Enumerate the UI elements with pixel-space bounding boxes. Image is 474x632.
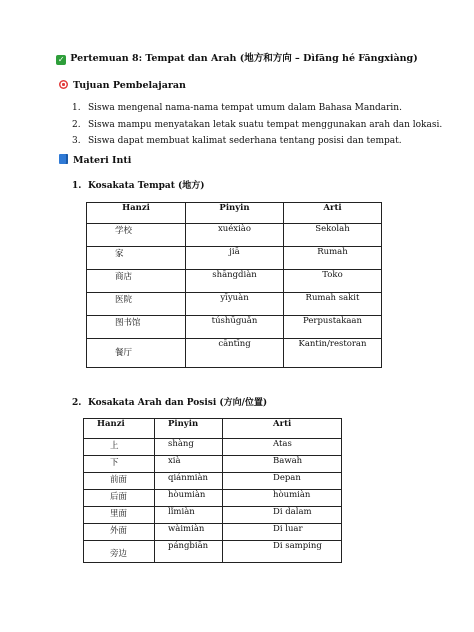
table-cell: 图书馆 [87,316,186,339]
table-cell: hòumiàn [223,490,342,507]
table-row [87,316,382,339]
table-cell: yīyuàn [186,293,284,316]
table-cell: Atas [223,439,342,456]
table-row [84,456,342,473]
table-cell: xuéxiào [186,224,284,247]
table-row [84,524,342,541]
table-header-row [87,203,382,224]
table-cell: 外面 [84,524,155,541]
column-header: Pinyin [186,203,284,224]
table-row [84,473,342,490]
table-row [84,541,342,563]
table-cell: Depan [223,473,342,490]
book-icon [59,154,68,164]
table-cell: 旁边 [84,541,155,563]
table-row [84,439,342,456]
objectives-list [72,100,442,150]
places-vocabulary-table [86,202,382,368]
table-cell: jiā [186,247,284,270]
column-header: Hanzi [87,203,186,224]
table-cell: 学校 [87,224,186,247]
table-row [87,339,382,368]
table-cell: shāngdiàn [186,270,284,293]
table-cell: Kantin/restoran [284,339,382,368]
table-cell: lǐmiàn [155,507,223,524]
table-cell: qiánmiàn [155,473,223,490]
section-heading-materials [59,154,131,167]
subheading-directions [72,397,267,409]
table-cell: Di samping [223,541,342,563]
list-item [72,100,442,117]
list-text: Siswa dapat membuat kalimat sederhana tentang posisi dan tempat. [88,136,402,146]
table-cell: pángbiān [155,541,223,563]
table-row [87,270,382,293]
subheading-places [72,180,205,192]
page-title [0,53,474,65]
table-cell: Rumah sakit [284,293,382,316]
table-row [84,490,342,507]
table-cell: túshūguǎn [186,316,284,339]
table-row [87,247,382,270]
table-cell: cāntīng [186,339,284,368]
table-cell: 家 [87,247,186,270]
page-title-text: Pertemuan 8: Tempat dan Arah (地方和方向 – Dìfāng hé Fāngxiàng) [70,53,418,64]
subheading-number: 2. [72,398,82,408]
table-cell: Di dalam [223,507,342,524]
subheading-text: Kosakata Arah dan Posisi (方向/位置) [88,398,268,408]
table-cell: Toko [284,270,382,293]
table-cell: Perpustakaan [284,316,382,339]
table-cell: 医院 [87,293,186,316]
subheading-text: Kosakata Tempat (地方) [88,181,205,191]
table-cell: Bawah [223,456,342,473]
section-heading-objectives-text: Tujuan Pembelajaran [73,80,186,91]
table-row [87,224,382,247]
list-item [72,117,442,134]
section-heading-objectives [59,80,186,92]
table-cell: hòumiàn [155,490,223,507]
subheading-number: 1. [72,181,82,191]
table-cell: 前面 [84,473,155,490]
column-header: Arti [284,203,382,224]
target-icon [59,80,68,89]
table-cell: 上 [84,439,155,456]
table-cell: Sekolah [284,224,382,247]
column-header: Hanzi [84,419,155,439]
table-row [84,507,342,524]
column-header: Pinyin [155,419,223,439]
table-cell: Rumah [284,247,382,270]
column-header: Arti [223,419,342,439]
table-cell: 商店 [87,270,186,293]
list-number: 3. [72,136,81,146]
table-cell: wàimiàn [155,524,223,541]
section-heading-materials-text: Materi Inti [73,155,132,166]
list-number: 1. [72,103,81,113]
check-icon: ✓ [57,55,65,64]
table-cell: 里面 [84,507,155,524]
directions-vocabulary-table [83,418,342,563]
table-cell: 下 [84,456,155,473]
list-text: Siswa mengenal nama-nama tempat umum dalam Bahasa Mandarin. [88,103,402,113]
list-item [72,133,442,150]
table-cell: 后面 [84,490,155,507]
table-cell: 餐厅 [87,339,186,368]
list-number: 2. [72,119,81,130]
table-row [87,293,382,316]
table-header-row [84,419,342,439]
table-cell: Di luar [223,524,342,541]
list-text: Siswa mampu menyatakan letak suatu tempat menggunakan arah dan lokasi. [88,119,443,130]
table-cell: xià [155,456,223,473]
table-cell: shàng [155,439,223,456]
